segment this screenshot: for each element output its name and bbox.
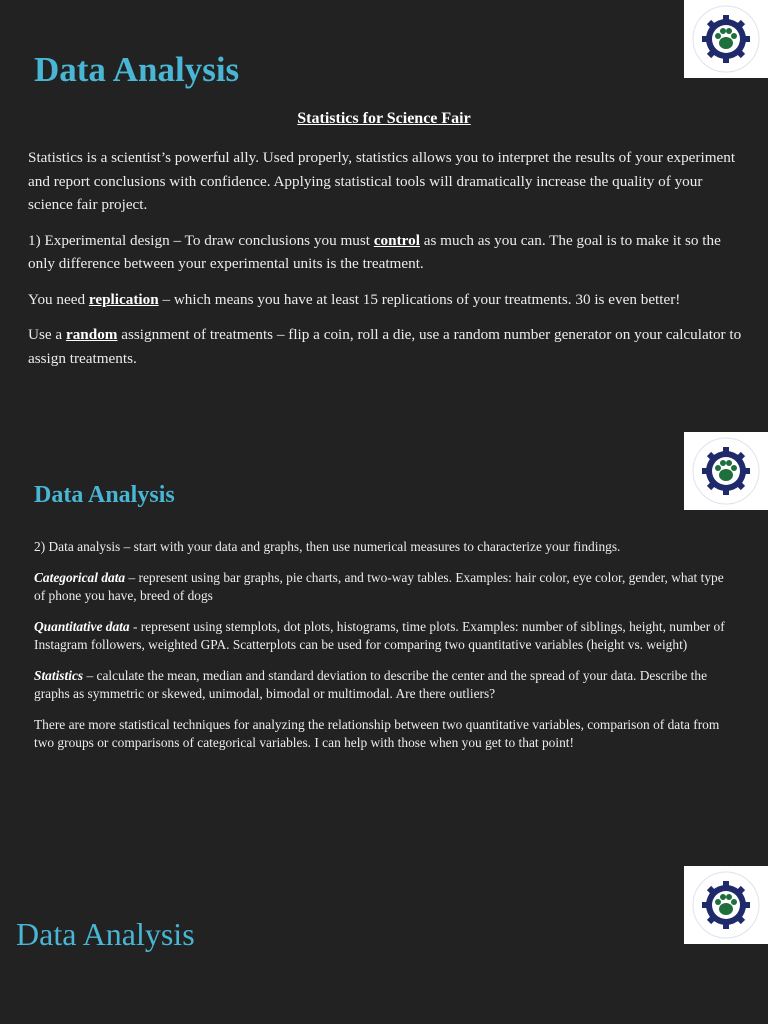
intro-paragraph: Statistics is a scientist’s powerful ally. Used properly, statistics allows you to interpret the results of your experiment and report conclusions with confidence. Applying statistical tools will dramatically increase the quality of your science fair project. — [28, 149, 736, 213]
data-analysis-paragraph: 2) Data analysis – start with your data and graphs, then use numerical measures to characterize your findings. — [34, 539, 621, 554]
term-categorical-data: Categorical data — [34, 569, 126, 585]
random-paragraph: Use a random assignment of treatments – flip a coin, roll a die, use a random number generator on your calculator to assign treatments. — [28, 326, 742, 367]
term-quantitative-data: Quantitative data — [34, 618, 130, 634]
gear-paw-icon — [684, 432, 768, 510]
replication-paragraph: You need replication – which means you have at least 15 replications of your treatments. 30 is even better! — [28, 290, 681, 308]
keyword-replication: replication — [88, 290, 159, 308]
slide-1 — [0, 0, 768, 418]
slide-1-title: Data Analysis — [34, 50, 240, 89]
slide-1-body — [28, 146, 748, 382]
slide-2 — [0, 432, 768, 850]
slide-2-title: Data Analysis — [34, 482, 175, 508]
quantitative-paragraph: Quantitative data - represent using stemplots, dot plots, histograms, time plots. Examples: number of siblings, height, number of Instagram followers, weighted GPA. Scatterplots can be used for comparing two quantitative variables (height vs. weight) — [34, 618, 725, 652]
gear-paw-icon — [684, 866, 768, 944]
keyword-control: control — [373, 231, 420, 249]
school-logo — [684, 432, 768, 510]
statistics-paragraph: Statistics – calculate the mean, median and standard deviation to describe the center and the spread of your data. Describe the graphs as symmetric or skewed, unimodal, bimodal or multimodal. Are there outliers? — [34, 667, 708, 701]
term-statistics: Statistics — [34, 667, 84, 683]
gear-paw-icon — [684, 0, 768, 78]
slide-3 — [0, 864, 768, 1024]
slide-3-title: Data Analysis — [16, 916, 195, 952]
categorical-paragraph: Categorical data – represent using bar graphs, pie charts, and two-way tables. Examples: hair color, eye color, gender, what type of phone you have, breed of dogs — [34, 569, 724, 603]
keyword-random: random — [65, 326, 118, 343]
slide-1-subtitle: Statistics for Science Fair — [297, 110, 471, 127]
experimental-design-paragraph: 1) Experimental design – To draw conclusions you must control as much as you can. The goal is to make it so the only difference between your experimental units is the treatment. — [28, 231, 721, 272]
school-logo — [684, 0, 768, 78]
more-techniques-paragraph: There are more statistical techniques for analyzing the relationship between two quantitative variables, comparison of data from two groups or comparisons of categorical variables. I can help with those when you get to that point! — [34, 716, 720, 750]
slide-2-body — [34, 538, 734, 765]
school-logo — [684, 866, 768, 944]
